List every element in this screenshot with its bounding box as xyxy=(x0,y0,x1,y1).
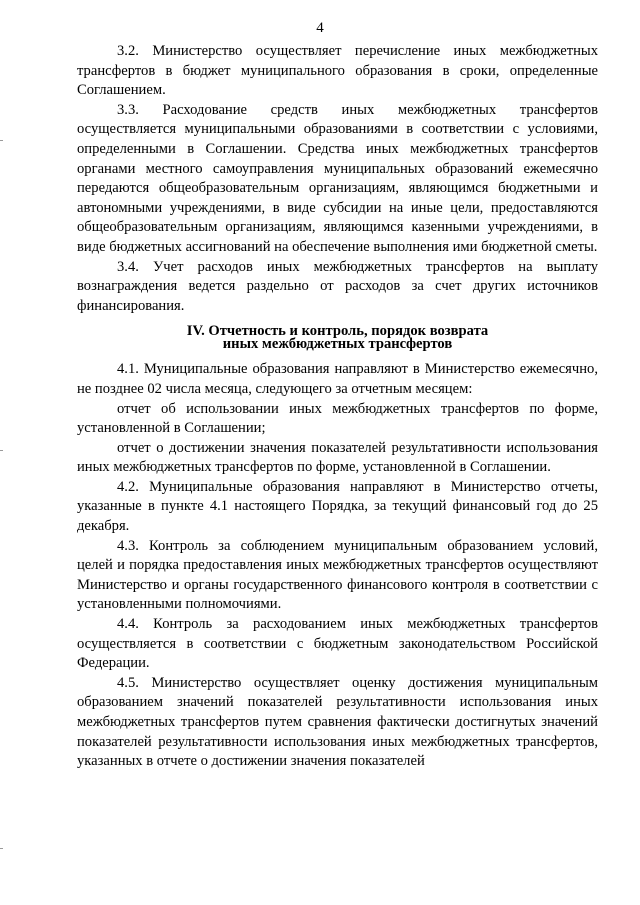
paragraph-3-3: 3.3. Расходование средств иных межбюджетных трансфертов осуществляется муниципальными образованиями в соответствии с условиями, определенными в Соглашении. Средства иных межбюджетных трансфертов органами местного самоуправления муниципальных образований ежемесячно передаются общеобразовательным организациям, являющимся бюджетными и автономными учреждениями, в виде субсидии на иные цели, предоставляются общеобразовательным организациям, являющимся казенными учреждениями, в виде бюджетных ассигнований на обеспечение выполнения ими бюджетной сметы. xyxy=(77,101,598,255)
paragraph-4-2: 4.2. Муниципальные образования направляют в Министерство отчеты, указанные в пункте 4.1 настоящего Порядка, за текущий финансовый год до 25 декабря. xyxy=(77,478,598,535)
section-heading-line-1: IV. Отчетность и контроль, порядок возврата xyxy=(186,323,489,340)
paragraph-4-1-item-results-report: отчет о достижении значения показателей результативности использования иных межбюджетных трансфертов по форме, установленной в Соглашении. xyxy=(77,439,598,476)
paragraph-4-4: 4.4. Контроль за расходованием иных межбюджетных трансфертов осуществляется в соответствии с бюджетным законодательством Российской Федерации. xyxy=(77,616,598,672)
paragraph-4-3: 4.3. Контроль за соблюдением муниципальным образованием условий, целей и порядка предоставления иных межбюджетных трансфертов осуществляют Министерство и органы государственного финансового контроля в соответствии с установленными полномочиями. xyxy=(77,537,598,613)
paragraph-3-2: 3.2. Министерство осуществляет перечисление иных межбюджетных трансфертов в бюджет муниципального образования в сроки, определенные Соглашением. xyxy=(77,43,598,99)
section-heading-line-2: иных межбюджетных трансфертов xyxy=(222,336,453,353)
margin-scan-mark xyxy=(0,450,3,451)
paragraph-3-4: 3.4. Учет расходов иных межбюджетных трансфертов на выплату вознаграждения ведется раздельно от расходов за счет других источников финансирования. xyxy=(77,258,598,314)
margin-scan-mark xyxy=(0,848,3,849)
paragraph-4-5: 4.5. Министерство осуществляет оценку достижения муниципальным образованием значений показателей результативности использования иных межбюджетных трансфертов путем сравнения фактически достигнутых значений показателей результативности использования иных межбюджетных трансфертов, указанных в отчете о достижении значения показателей xyxy=(77,674,598,770)
page-number: 4 xyxy=(316,20,324,36)
document-body xyxy=(77,42,598,772)
margin-scan-mark xyxy=(0,140,3,141)
paragraph-4-1-item-usage-report: отчет об использовании иных межбюджетных трансфертов по форме, установленной в Соглашении; xyxy=(77,400,598,437)
paragraph-4-1: 4.1. Муниципальные образования направляют в Министерство ежемесячно, не позднее 02 числа месяца, следующего за отчетным месяцем: xyxy=(77,361,598,397)
section-heading-iv xyxy=(77,325,598,351)
